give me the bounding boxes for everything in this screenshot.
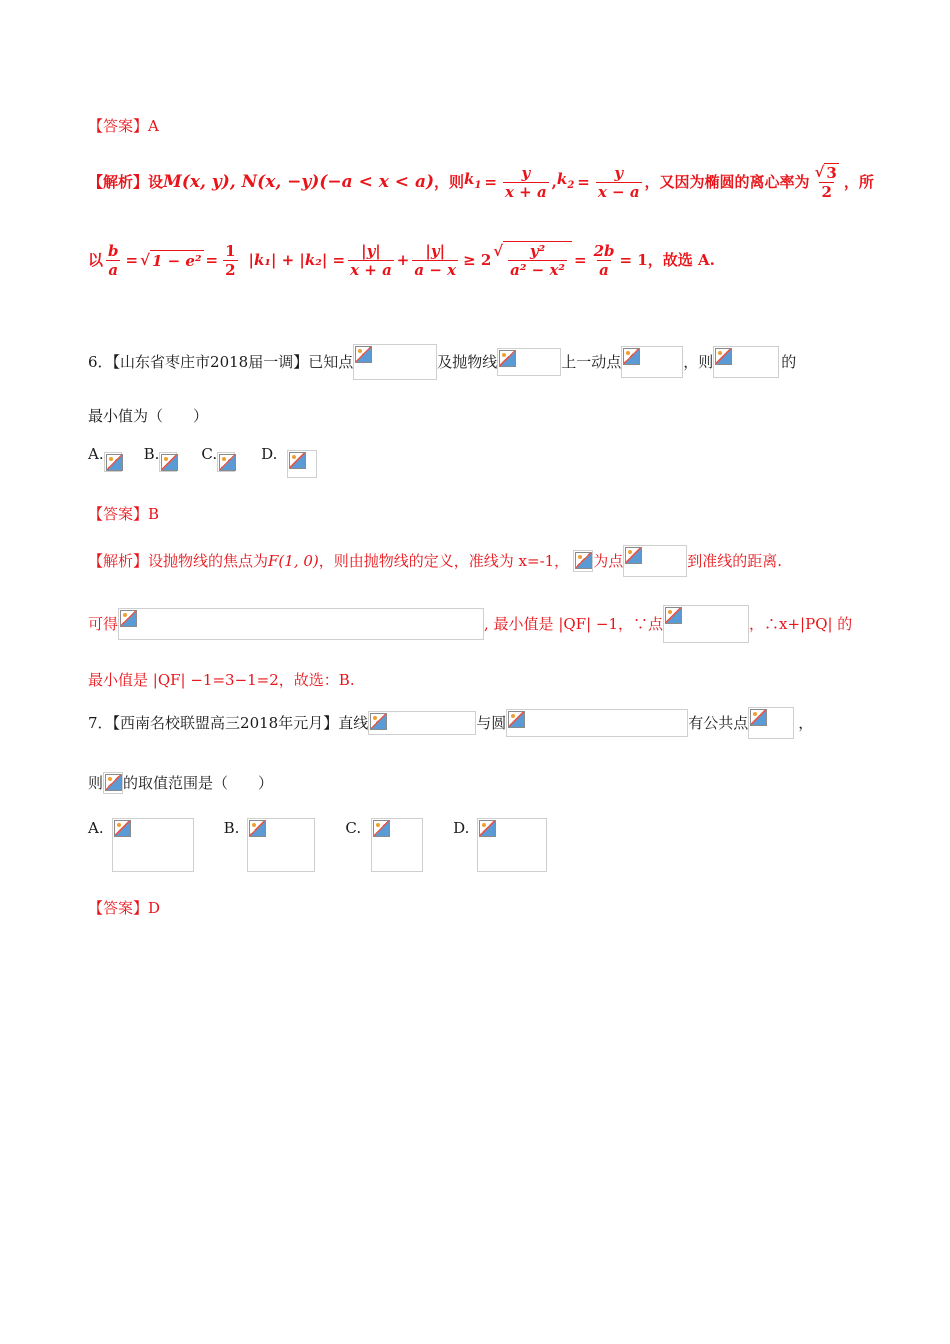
q7-answer-label: 【答案】D bbox=[88, 899, 161, 917]
broken-image-icon bbox=[120, 610, 137, 627]
broken-image-icon bbox=[715, 348, 732, 365]
image-placeholder bbox=[663, 605, 749, 643]
image-placeholder bbox=[104, 452, 122, 472]
broken-image-icon bbox=[750, 709, 767, 726]
q6-analysis-6: , 最小值是 |QF| −1，∵点 bbox=[484, 615, 664, 633]
q6-analysis-4: 到准线的距离. bbox=[687, 552, 782, 570]
q5-frac-2ba: $\frac{2b}{a}$ bbox=[593, 241, 615, 279]
image-placeholder bbox=[506, 709, 688, 737]
q6-analysis-line2 bbox=[88, 604, 852, 644]
q5-eq-1: = bbox=[484, 173, 497, 191]
q6-analysis-line1 bbox=[88, 544, 782, 578]
image-placeholder bbox=[103, 772, 123, 794]
image-placeholder bbox=[159, 452, 177, 472]
q6-stem-1: 6．【山东省枣庄市2018届一调】已知点 bbox=[88, 353, 354, 371]
q7-stem-6: 的取值范围是（ ） bbox=[123, 774, 274, 792]
image-placeholder bbox=[623, 545, 687, 577]
q6-analysis-7: ，∴x+|PQ| 的 bbox=[749, 615, 853, 633]
q5-k2: $k_2$ bbox=[556, 169, 575, 191]
q6-option-b[interactable]: B. bbox=[144, 444, 178, 472]
q7-option-a[interactable]: A. bbox=[88, 818, 194, 872]
broken-image-icon bbox=[106, 454, 123, 471]
q7-stem-5: 则 bbox=[88, 774, 104, 792]
q7-stem-4: ， bbox=[798, 714, 814, 732]
broken-image-icon bbox=[249, 820, 266, 837]
image-placeholder bbox=[573, 550, 593, 572]
q6-analysis-2: ，则由抛物线的定义，准线为 x=-1， bbox=[318, 552, 570, 570]
q6-options bbox=[88, 444, 341, 478]
broken-image-icon bbox=[370, 713, 387, 730]
q5-frac-half: $\frac{1}{2}$ bbox=[225, 241, 236, 279]
q5-text-5: 以 bbox=[88, 251, 104, 269]
q5-abs-sum: |k₁| + |k₂| = bbox=[248, 251, 346, 269]
q6-stem-line2 bbox=[88, 406, 208, 426]
q6-answer-label: 【答案】B bbox=[88, 505, 160, 523]
broken-image-icon bbox=[575, 552, 592, 569]
q7-options bbox=[88, 818, 571, 872]
q5-eq-4: = bbox=[205, 251, 219, 269]
q6-stem-5: 的 bbox=[781, 353, 797, 371]
image-placeholder bbox=[118, 608, 484, 640]
q5-eq-2: = bbox=[577, 173, 590, 191]
q7-option-d[interactable]: D. bbox=[453, 818, 547, 872]
q6-stem-4: ，则 bbox=[683, 353, 714, 371]
q5-frac-ba: $\frac{b}{a}$ bbox=[108, 241, 119, 279]
image-placeholder bbox=[217, 452, 235, 472]
broken-image-icon bbox=[355, 346, 372, 363]
image-placeholder bbox=[713, 346, 779, 378]
image-placeholder bbox=[477, 818, 547, 872]
q7-stem-3: 有公共点 bbox=[688, 714, 749, 732]
q6-analysis-1: 【解析】设抛物线的焦点为 bbox=[88, 552, 269, 570]
broken-image-icon bbox=[105, 774, 122, 791]
q5-frac-absy-ax: $\frac{|y|}{a - x}$ bbox=[414, 241, 457, 279]
q5-analysis-label: 【解析】 bbox=[88, 173, 149, 191]
q6-analysis-3: 为点 bbox=[593, 552, 624, 570]
broken-image-icon bbox=[499, 350, 516, 367]
q6-stem-3: 上一动点 bbox=[561, 353, 622, 371]
q7-stem-line2 bbox=[88, 770, 273, 796]
q6-stem-line1 bbox=[88, 344, 796, 380]
image-placeholder bbox=[621, 346, 683, 378]
broken-image-icon bbox=[665, 607, 682, 624]
q5-text-2: ，则 bbox=[434, 173, 465, 191]
q5-text-1: 设 bbox=[148, 173, 164, 191]
q6-focus: F(1, 0) bbox=[268, 552, 319, 570]
q7-answer bbox=[88, 898, 160, 918]
q5-sep: , bbox=[551, 173, 557, 191]
broken-image-icon bbox=[479, 820, 496, 837]
q5-k1: $k_1$ bbox=[464, 169, 482, 191]
q5-answer-label: 【答案】A bbox=[88, 117, 159, 135]
broken-image-icon bbox=[373, 820, 390, 837]
q5-frac-k1: $\frac{y}{x + a}$ bbox=[504, 163, 547, 201]
q5-analysis-line1 bbox=[88, 160, 874, 204]
q7-stem-2: 与圆 bbox=[476, 714, 507, 732]
q6-analysis-5: 可得 bbox=[88, 615, 119, 633]
q5-frac-absy-xa: $\frac{|y|}{x + a}$ bbox=[350, 241, 392, 279]
image-placeholder bbox=[371, 818, 423, 872]
q5-answer bbox=[88, 116, 159, 136]
image-placeholder bbox=[247, 818, 315, 872]
q5-text-4: ，所 bbox=[843, 173, 874, 191]
image-placeholder bbox=[748, 707, 794, 739]
q7-stem-1: 7．【西南名校联盟高三2018年元月】直线 bbox=[88, 714, 369, 732]
broken-image-icon bbox=[508, 711, 525, 728]
broken-image-icon bbox=[289, 452, 306, 469]
q5-analysis-line2 bbox=[88, 236, 715, 284]
image-placeholder bbox=[287, 450, 317, 478]
broken-image-icon bbox=[219, 454, 236, 471]
broken-image-icon bbox=[161, 454, 178, 471]
q5-text-6: ，故选 A. bbox=[647, 251, 715, 269]
q6-stem-6: 最小值为（ ） bbox=[88, 407, 209, 425]
q7-stem-line1 bbox=[88, 706, 813, 740]
q5-frac-sqrt3: √ 3 2 bbox=[814, 163, 837, 201]
q7-option-b[interactable]: B. bbox=[224, 818, 316, 872]
q6-option-c[interactable]: C. bbox=[201, 444, 235, 472]
q5-sqrt-1-e2: √ 1 − e² bbox=[140, 250, 202, 270]
q5-text-3: ，又因为椭圆的离心率为 bbox=[644, 173, 810, 191]
q6-answer bbox=[88, 504, 159, 524]
q6-analysis-8: 最小值是 |QF| −1=3−1=2，故选：B. bbox=[88, 671, 355, 689]
q5-point-mn: M(x, y), N(x, −y)(−a < x < a) bbox=[163, 172, 435, 192]
q7-option-c[interactable]: C. bbox=[345, 818, 423, 872]
broken-image-icon bbox=[625, 547, 642, 564]
image-placeholder bbox=[368, 711, 476, 735]
q5-eq-3: = bbox=[125, 251, 139, 269]
broken-image-icon bbox=[623, 348, 640, 365]
q5-frac-k2: $\frac{y}{x - a}$ bbox=[597, 163, 640, 201]
q5-geq2: ≥ 2 bbox=[463, 251, 492, 269]
image-placeholder bbox=[112, 818, 194, 872]
q6-analysis-line3 bbox=[88, 670, 355, 690]
q6-option-a[interactable]: A. bbox=[88, 444, 122, 472]
q5-eq-one: = 1 bbox=[619, 251, 648, 269]
q5-sqrt-frac: √ $\frac{\text{y²}}{\text{a² − x²}}$ bbox=[493, 241, 572, 279]
q5-plus: + bbox=[396, 251, 410, 269]
q5-eq-5: = bbox=[573, 251, 587, 269]
q6-stem-2: 及抛物线 bbox=[437, 353, 498, 371]
q6-option-d[interactable]: D. bbox=[261, 444, 317, 478]
image-placeholder bbox=[353, 344, 437, 380]
broken-image-icon bbox=[114, 820, 131, 837]
image-placeholder bbox=[497, 348, 561, 376]
